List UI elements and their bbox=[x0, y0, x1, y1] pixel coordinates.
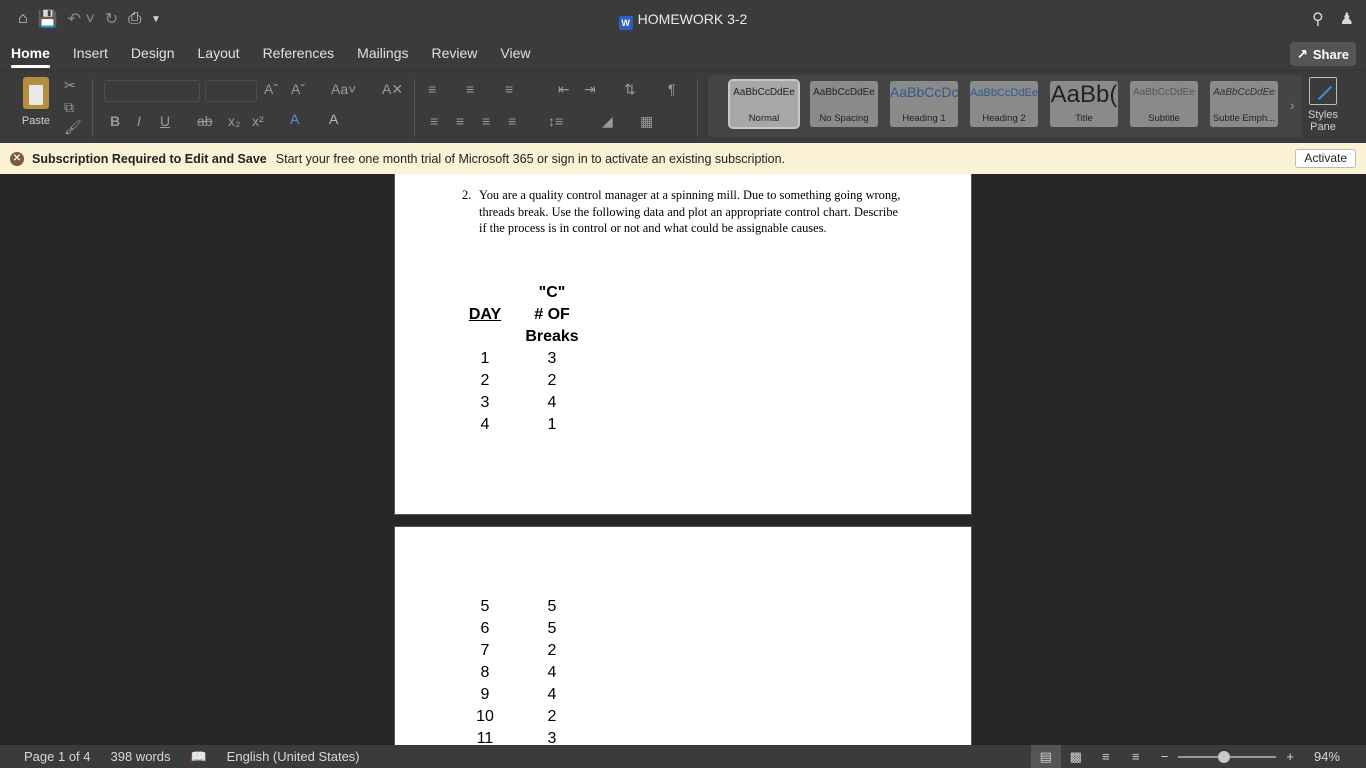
underline-icon[interactable]: U bbox=[160, 113, 171, 129]
web-layout-view-icon[interactable]: ▩ bbox=[1069, 748, 1082, 764]
bold-icon[interactable]: B bbox=[110, 113, 121, 129]
shrink-font-icon[interactable]: Aˇ bbox=[291, 81, 305, 97]
breaks-cell: 3 bbox=[547, 730, 557, 745]
justify-icon[interactable]: ≡ bbox=[508, 113, 517, 129]
divider bbox=[697, 79, 698, 137]
customize-toolbar-icon[interactable]: ▼ bbox=[151, 13, 161, 25]
styles-gallery bbox=[708, 75, 1302, 137]
tab-mailings[interactable]: Mailings bbox=[357, 45, 409, 61]
font-name-dropdown[interactable] bbox=[104, 80, 200, 102]
breaks-cell: 5 bbox=[547, 598, 557, 615]
banner-text: Start your free one month trial of Microsoft 365 or sign in to activate an existing subscription. bbox=[275, 151, 786, 166]
save-icon[interactable]: 💾 bbox=[37, 11, 58, 28]
zoom-out-icon[interactable]: − bbox=[1160, 749, 1169, 764]
share-button[interactable]: ↗ Share bbox=[1290, 42, 1356, 66]
styles-pane-button[interactable]: Styles Pane bbox=[1305, 77, 1341, 133]
breaks-cell: 1 bbox=[547, 416, 557, 433]
shading-icon[interactable]: ◢ bbox=[602, 113, 613, 129]
tab-insert[interactable]: Insert bbox=[72, 45, 108, 61]
print-icon[interactable]: ⎙ bbox=[128, 10, 142, 27]
day-cell: 6 bbox=[480, 620, 490, 637]
day-cell: 4 bbox=[480, 416, 490, 433]
document-page[interactable] bbox=[394, 526, 972, 745]
activate-button[interactable]: Activate bbox=[1295, 149, 1356, 168]
style-heading-2[interactable]: AaBbCcDdEe Heading 2 bbox=[970, 81, 1038, 127]
tab-references[interactable]: References bbox=[262, 45, 335, 61]
title-bar bbox=[0, 0, 1366, 38]
day-cell: 11 bbox=[476, 730, 494, 745]
home-icon[interactable]: ⌂ bbox=[18, 10, 28, 27]
style-normal[interactable]: AaBbCcDdEe Normal bbox=[730, 81, 798, 127]
proofing-icon[interactable]: 📖 bbox=[190, 748, 207, 764]
italic-icon[interactable]: I bbox=[137, 113, 141, 129]
align-right-icon[interactable]: ≡ bbox=[482, 113, 491, 129]
col1-header: DAY bbox=[468, 306, 502, 323]
language[interactable]: English (United States) bbox=[226, 749, 360, 764]
word-count[interactable]: 398 words bbox=[110, 749, 171, 764]
draft-view-icon[interactable]: ≡ bbox=[1131, 749, 1140, 764]
style-subtitle[interactable]: AaBbCcDdEe Subtitle bbox=[1130, 81, 1198, 127]
subscription-banner bbox=[0, 143, 1366, 174]
print-layout-view-icon[interactable]: ▤ bbox=[1031, 745, 1061, 768]
zoom-in-icon[interactable]: + bbox=[1286, 749, 1294, 764]
col2-header-line: Breaks bbox=[525, 328, 579, 345]
status-bar bbox=[0, 745, 1366, 768]
multilevel-list-icon[interactable]: ≡ bbox=[505, 81, 514, 97]
redo-icon[interactable]: ↻ bbox=[104, 11, 119, 28]
breaks-cell: 3 bbox=[547, 350, 557, 367]
tab-layout[interactable]: Layout bbox=[197, 45, 240, 61]
breaks-cell: 4 bbox=[547, 664, 557, 681]
font-size-dropdown[interactable] bbox=[205, 80, 257, 102]
day-cell: 7 bbox=[480, 642, 490, 659]
zoom-slider-thumb[interactable] bbox=[1218, 751, 1230, 763]
align-center-icon[interactable]: ≡ bbox=[456, 113, 465, 129]
styles-pane-icon bbox=[1309, 77, 1337, 105]
page-count[interactable]: Page 1 of 4 bbox=[24, 749, 91, 764]
account-icon[interactable]: ♟ bbox=[1339, 11, 1354, 28]
sort-icon[interactable]: ⇅ bbox=[624, 81, 636, 97]
question-text: You are a quality control manager at a spinning mill. Due to something going wrong, threads break. Use the following data and plot an appropriate control chart. Describe if the process is in control or not and what could be assignable causes. bbox=[479, 188, 901, 236]
divider bbox=[92, 79, 93, 137]
subscript-icon[interactable]: x₂ bbox=[228, 113, 241, 129]
text-effects-icon[interactable]: A bbox=[290, 111, 300, 127]
cut-icon[interactable]: ✂ bbox=[64, 77, 76, 93]
undo-icon[interactable]: ↶ ˅ bbox=[67, 11, 95, 28]
copy-icon[interactable]: ⧉ bbox=[64, 99, 74, 115]
change-case-icon[interactable]: Aa˅ bbox=[331, 81, 357, 97]
word-icon: W bbox=[619, 16, 633, 30]
share-icon: ↗ bbox=[1296, 46, 1308, 61]
show-formatting-icon[interactable]: ¶ bbox=[668, 81, 676, 97]
numbering-icon[interactable]: ≡ bbox=[466, 81, 475, 97]
day-cell: 9 bbox=[480, 686, 490, 703]
align-left-icon[interactable]: ≡ bbox=[430, 113, 439, 129]
tab-review[interactable]: Review bbox=[431, 45, 478, 61]
breaks-cell: 4 bbox=[547, 394, 557, 411]
decrease-indent-icon[interactable]: ⇤ bbox=[558, 81, 570, 97]
clear-formatting-icon[interactable]: A✕ bbox=[382, 81, 404, 97]
search-icon[interactable]: ⚲ bbox=[1311, 11, 1324, 28]
strikethrough-icon[interactable]: ab bbox=[197, 113, 213, 129]
tab-home[interactable]: Home bbox=[11, 38, 50, 70]
clipboard-icon bbox=[23, 77, 49, 109]
style-no-spacing[interactable]: AaBbCcDdEe No Spacing bbox=[810, 81, 878, 127]
breaks-cell: 2 bbox=[547, 372, 557, 389]
breaks-cell: 5 bbox=[547, 620, 557, 637]
chevron-right-icon[interactable]: › bbox=[1290, 97, 1295, 113]
borders-icon[interactable]: ▦ bbox=[640, 113, 654, 129]
day-cell: 2 bbox=[480, 372, 490, 389]
document-page[interactable] bbox=[394, 174, 972, 515]
document-canvas[interactable] bbox=[0, 174, 1366, 745]
banner-title: Subscription Required to Edit and Save bbox=[32, 151, 267, 166]
format-painter-icon[interactable]: 🖌 bbox=[64, 119, 82, 135]
divider bbox=[414, 79, 415, 137]
style-heading-1[interactable]: AaBbCcDc Heading 1 bbox=[890, 81, 958, 127]
bullets-icon[interactable]: ≡ bbox=[428, 81, 437, 97]
font-color-icon[interactable]: A bbox=[329, 111, 339, 127]
close-icon[interactable]: ✕ bbox=[10, 152, 24, 166]
style-subtle-emphasis[interactable]: AaBbCcDdEe Subtle Emph... bbox=[1210, 81, 1278, 127]
grow-font-icon[interactable]: Aˆ bbox=[264, 81, 278, 97]
ribbon-tabs bbox=[0, 38, 1366, 70]
superscript-icon[interactable]: x² bbox=[252, 113, 264, 129]
question-paragraph[interactable] bbox=[462, 187, 902, 237]
col2-header-line: "C" bbox=[538, 284, 566, 301]
breaks-cell: 2 bbox=[547, 708, 557, 725]
zoom-level[interactable]: 94% bbox=[1313, 749, 1340, 764]
day-cell: 5 bbox=[480, 598, 490, 615]
ribbon bbox=[0, 70, 1366, 143]
tab-design[interactable]: Design bbox=[130, 45, 175, 61]
increase-indent-icon[interactable]: ⇥ bbox=[584, 81, 596, 97]
breaks-cell: 4 bbox=[547, 686, 557, 703]
day-cell: 10 bbox=[476, 708, 494, 725]
zoom-slider[interactable] bbox=[1178, 756, 1276, 758]
tab-view[interactable]: View bbox=[500, 45, 531, 61]
quick-access-toolbar bbox=[0, 9, 161, 29]
day-cell: 1 bbox=[480, 350, 490, 367]
line-spacing-icon[interactable]: ↕≡ bbox=[548, 113, 564, 129]
document-title: W HOMEWORK 3-2 bbox=[0, 11, 1366, 30]
outline-view-icon[interactable]: ≡ bbox=[1101, 749, 1110, 764]
style-title[interactable]: AaBb( Title bbox=[1050, 81, 1118, 127]
day-cell: 3 bbox=[480, 394, 490, 411]
paste-button[interactable]: Paste bbox=[14, 77, 58, 127]
list-number: 2. bbox=[462, 188, 472, 202]
breaks-cell: 2 bbox=[547, 642, 557, 659]
day-cell: 8 bbox=[480, 664, 490, 681]
col2-header-line: # OF bbox=[534, 306, 570, 323]
